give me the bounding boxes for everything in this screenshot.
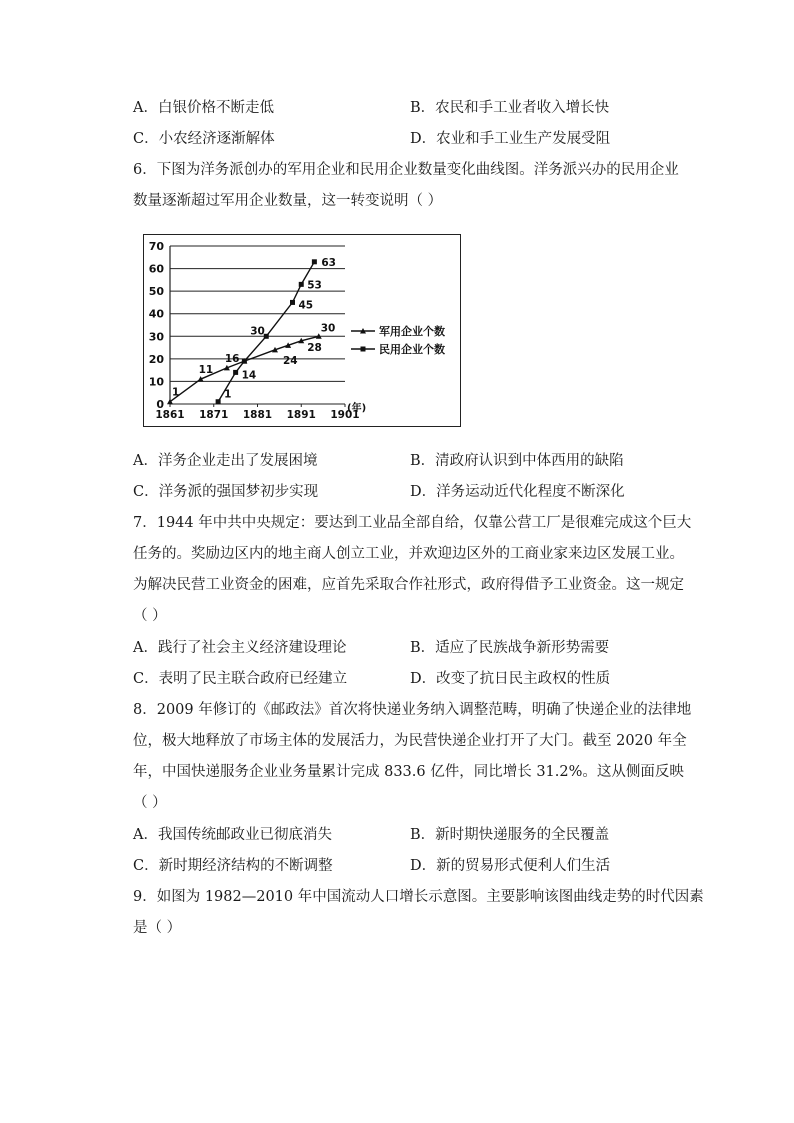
data-label: 1 <box>172 386 180 399</box>
q8-answer-blank: （ ） <box>133 795 167 811</box>
legend-marker-square <box>361 347 366 352</box>
q7-option-d[interactable]: D．改变了抗日民主政权的性质 <box>410 671 611 687</box>
marker-square <box>312 259 317 264</box>
data-label: 16 <box>224 352 240 365</box>
data-label: 30 <box>320 322 336 335</box>
q7-stem-line-3: 为解决民营工业资金的困难，应首先采取合作社形式，政府得借予工业资金。这一规定 <box>133 577 684 593</box>
legend-label: 军用企业个数 <box>379 325 445 338</box>
marker-square <box>299 282 304 287</box>
q7-option-c[interactable]: C．表明了民主联合政府已经建立 <box>133 671 348 687</box>
marker-square <box>233 370 238 375</box>
q7-option-b[interactable]: B．适应了民族战争新形势需要 <box>410 640 610 656</box>
q6-option-c[interactable]: C．洋务派的强国梦初步实现 <box>133 484 319 500</box>
q7-answer-blank: （ ） <box>133 608 167 624</box>
x-tick-label: 1881 <box>242 409 273 421</box>
q7-stem-line-1: 7．1944 年中共中央规定：要达到工业品全部自给，仅靠公营工厂是很难完成这个巨大 <box>133 515 692 531</box>
y-tick-label: 30 <box>148 330 164 344</box>
q8-option-a[interactable]: A．我国传统邮政业已彻底消失 <box>133 827 332 843</box>
data-label: 45 <box>298 299 314 312</box>
x-axis-label: (年) <box>347 403 367 414</box>
q5-option-c[interactable]: C．小农经济逐渐解体 <box>133 131 275 147</box>
q8-stem-line-2: 位，极大地释放了市场主体的发展活力，为民营快递企业打开了大门。截至 2020 年全 <box>133 733 687 749</box>
q7-stem-line-2: 任务的。奖励边区内的地主商人创立工业，并欢迎边区外的工商业家来边区发展工业。 <box>133 546 684 562</box>
y-tick-label: 60 <box>148 262 164 276</box>
data-label: 30 <box>250 325 265 338</box>
q7-option-a[interactable]: A．践行了社会主义经济建设理论 <box>133 640 347 656</box>
q8-option-d[interactable]: D．新的贸易形式便利人们生活 <box>410 858 611 874</box>
y-tick-label: 20 <box>148 352 164 366</box>
data-label: 53 <box>307 279 322 292</box>
q9-stem-line-2: 是（ ） <box>133 920 182 936</box>
x-tick-label: 1891 <box>286 409 316 421</box>
marker-square <box>216 399 221 404</box>
q6-option-b[interactable]: B．清政府认识到中体西用的缺陷 <box>410 453 624 469</box>
q8-option-b[interactable]: B．新时期快递服务的全民覆盖 <box>410 827 610 843</box>
y-tick-label: 10 <box>148 375 164 389</box>
data-label: 63 <box>321 256 336 269</box>
marker-square <box>290 300 295 305</box>
q5-option-a[interactable]: A．白银价格不断走低 <box>133 100 274 116</box>
marker-square <box>242 359 247 364</box>
q8-stem-line-3: 年，中国快递服务企业业务量累计完成 833.6 亿件，同比增长 31.2%。这从侧面反映 <box>133 764 684 780</box>
q6-option-a[interactable]: A．洋务企业走出了发展困境 <box>133 453 318 469</box>
q5-option-d[interactable]: D．农业和手工业生产发展受阻 <box>410 131 611 147</box>
y-tick-label: 50 <box>148 285 164 299</box>
x-tick-label: 1861 <box>155 409 185 421</box>
q6-line-chart <box>143 234 461 427</box>
x-tick-label: 1901 <box>330 409 360 421</box>
y-tick-label: 70 <box>148 240 164 253</box>
data-label: 11 <box>198 364 214 377</box>
q8-stem-line-1: 8．2009 年修订的《邮政法》首次将快递业务纳入调整范畴，明确了快递企业的法律地 <box>133 702 692 718</box>
data-label: 14 <box>241 369 257 382</box>
q5-option-b[interactable]: B．农民和手工业者收入增长快 <box>410 100 610 116</box>
q8-option-c[interactable]: C．新时期经济结构的不断调整 <box>133 858 333 874</box>
q9-stem-line-1: 9．如图为 1982—2010 年中国流动人口增长示意图。主要影响该图曲线走势的时代因素 <box>133 889 704 905</box>
q6-stem-line-2: 数量逐渐超过军用企业数量，这一转变说明（ ） <box>133 193 443 209</box>
data-label: 24 <box>283 354 298 367</box>
y-tick-label: 0 <box>156 398 164 411</box>
data-label: 1 <box>224 388 232 401</box>
data-label: 28 <box>307 341 322 354</box>
q6-stem-line-1: 6．下图为洋务派创办的军用企业和民用企业数量变化曲线图。洋务派兴办的民用企业 <box>133 162 679 178</box>
y-tick-label: 40 <box>148 307 164 321</box>
x-tick-label: 1871 <box>199 409 229 421</box>
legend-label: 民用企业个数 <box>379 343 445 356</box>
q6-option-d[interactable]: D．洋务运动近代化程度不断深化 <box>410 484 625 500</box>
